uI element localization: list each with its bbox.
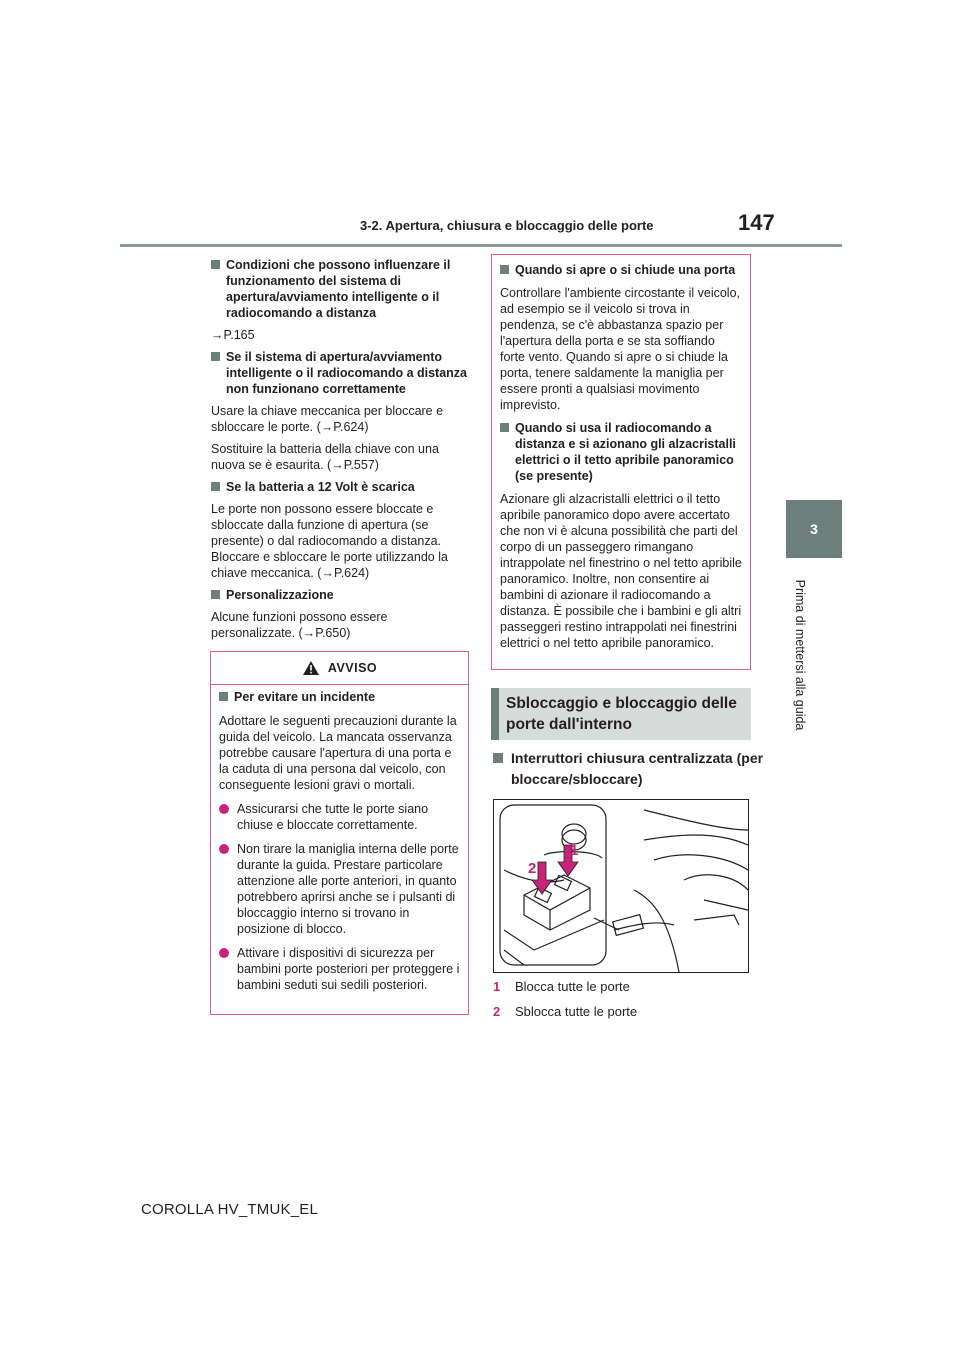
square-bullet-icon: [500, 423, 509, 432]
warning-intro: Adottare le seguenti precauzioni durante la guida del veicolo. La mancata osservanza potrebbe causare l'apertura di una porta e la caduta di una persona dal veicolo, con conseguente lesioni gravi o mortali.: [219, 714, 457, 792]
warning-triangle-icon: [302, 660, 320, 676]
square-bullet-icon: [211, 260, 220, 269]
warning-bullet: Attivare i dispositivi di sicurezza per bambini porte posteriori per proteggere i bambini seduti sui sedili posteriori.: [219, 945, 460, 993]
round-bullet-icon: [219, 844, 229, 854]
page-number: 147: [738, 210, 775, 235]
chapter-title-text: Prima di mettersi alla guida: [793, 579, 807, 731]
step-text: Sblocca tutte le porte: [515, 1004, 638, 1019]
door-lock-switch-illustration: [493, 799, 749, 973]
door-lock-switch-drawing: [494, 800, 748, 972]
square-bullet-icon: [211, 482, 220, 491]
warning-bullet: Non tirare la maniglia interna delle porte durante la guida. Prestare particolare attenzione alle porte anteriori, in quanto potrebbero aprirsi anche se i pulsanti di bloccaggio interno si trovano in posizione di blocco.: [219, 841, 460, 937]
warning-header: [211, 652, 468, 685]
step-number: 1: [493, 979, 501, 994]
section-heading-text: Sbloccaggio e bloccaggio delle porte dall'interno: [506, 695, 737, 733]
square-bullet-icon: [211, 352, 220, 361]
heading-accent: [491, 688, 499, 740]
section-heading: Se la batteria a 12 Volt è scarica: [211, 479, 469, 495]
page-reference[interactable]: →P.165: [211, 328, 255, 342]
warning-title: Per evitare un incidente: [219, 689, 460, 705]
info-box: [491, 254, 751, 670]
subsection-heading: Interruttori chiusura centralizzata (per bloccare/sbloccare): [493, 748, 769, 790]
step-item: [493, 978, 630, 996]
step-text: Blocca tutte le porte: [515, 979, 630, 994]
warning-bullet: Assicurarsi che tutte le porte siano chiuse e bloccate correttamente.: [219, 801, 460, 833]
round-bullet-icon: [219, 804, 229, 814]
running-header-title: 3-2. Apertura, chiusura e bloccaggio delle porte: [360, 218, 654, 233]
step-item: [493, 1003, 637, 1021]
section-heading: Personalizzazione: [211, 587, 469, 603]
section-heading: Condizioni che possono influenzare il funzionamento del sistema di apertura/avviamento intelligente o il radiocomando a distanza: [211, 257, 469, 321]
step-number: 2: [493, 1004, 501, 1019]
paragraph: Alcune funzioni possono essere personalizzate. (→P.650): [211, 610, 388, 640]
paragraph: Azionare gli alzacristalli elettrici o il tetto apribile panoramico dopo avere accertato che non vi è alcuna possibilità che parti del corpo di un passeggero rimangano intrappolate nel finestrino o nel tetto apribile panoramico. Inoltre, non consentire ai bambini di azionare il radiocomando a distanza. È possibile che i bambini e gli altri passeggeri restino intrappolati nei finestrini elettrici o nel tetto apribile panoramico.: [500, 492, 742, 650]
paragraph: Sostituire la batteria della chiave con una nuova se è esaurita. (→P.557): [211, 442, 439, 472]
paragraph: Le porte non possono essere bloccate e sbloccate dalla funzione di apertura (se presente) o dal radiocomando a distanza. Bloccare e sbloccare le porte utilizzando la chiave meccanica. (→P.624): [211, 502, 448, 580]
left-column: [211, 257, 469, 647]
square-bullet-icon: [493, 753, 503, 763]
warning-label: AVVISO: [327, 661, 378, 675]
warning-content: [211, 685, 468, 993]
callout-number: 1: [570, 842, 579, 859]
square-bullet-icon: [219, 692, 228, 701]
paragraph: Controllare l'ambiente circostante il veicolo, ad esempio se il veicolo si trova in pendenza, se c'è abbastanza spazio per l'apertura della porta e se sta soffiando forte vento. Quando si apre o si chiude la porta, tenere saldamente la maniglia per essere pronti a qualsiasi movimento imprevisto.: [500, 286, 740, 412]
info-heading: Quando si usa il radiocomando a distanza e si azionano gli alzacristalli elettrici o il tetto apribile panoramico (se presente): [500, 420, 742, 484]
chapter-tab[interactable]: 3: [786, 500, 842, 558]
section-heading-bar: [491, 688, 751, 740]
paragraph: Usare la chiave meccanica per bloccare e sbloccare le porte. (→P.624): [211, 404, 444, 434]
footer-model: COROLLA HV_TMUK_EL: [141, 1201, 318, 1218]
warning-box: [210, 651, 469, 1015]
callout-number: 2: [528, 860, 537, 877]
round-bullet-icon: [219, 948, 229, 958]
info-heading: Quando si apre o si chiude una porta: [500, 262, 742, 278]
square-bullet-icon: [211, 590, 220, 599]
chapter-title-vertical: [770, 580, 830, 730]
section-heading: Se il sistema di apertura/avviamento intelligente o il radiocomando a distanza non funzionano correttamente: [211, 349, 469, 397]
header-rule: [120, 244, 842, 247]
square-bullet-icon: [500, 265, 509, 274]
